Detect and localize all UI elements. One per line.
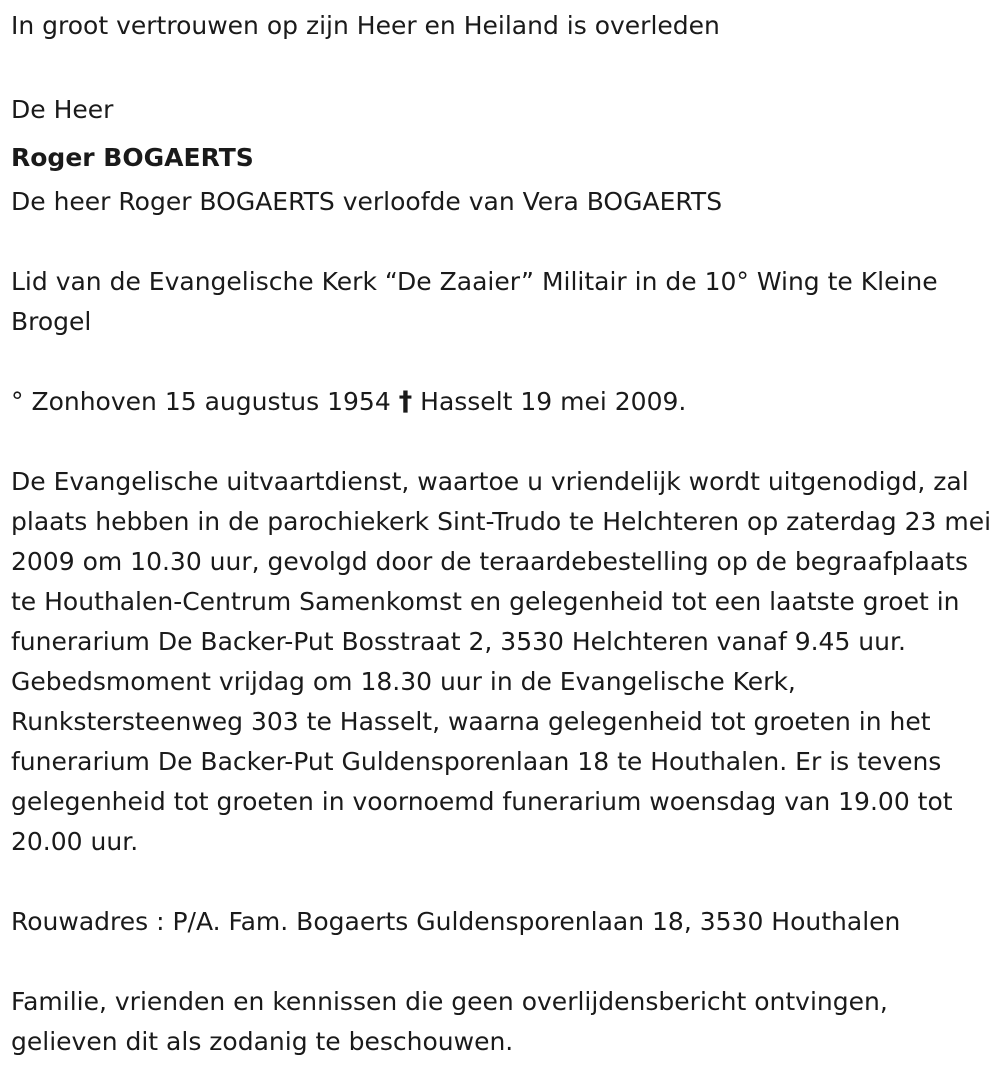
deceased-name: Roger BOGAERTS xyxy=(11,143,254,172)
spacer xyxy=(11,46,990,86)
relation-text: De heer Roger BOGAERTS verloofde van Vera BOGAERTS xyxy=(11,187,723,216)
spacer xyxy=(11,342,990,382)
dates-line xyxy=(11,382,990,422)
closing-text: Familie, vrienden en kennissen die geen overlijdensbericht ontvingen, gelieven dit als zodanig te beschouwen. xyxy=(11,987,888,1056)
birth-text: ° Zonhoven 15 augustus 1954 xyxy=(11,387,391,416)
spacer xyxy=(11,862,990,902)
death-text: Hasselt 19 mei 2009. xyxy=(420,387,687,416)
service-text: De Evangelische uitvaartdienst, waartoe u vriendelijk wordt uitgenodigd, zal plaats hebben in de parochiekerk Sint-Trudo te Helchteren op zaterdag 23 mei 2009 om 10.30 uur, gevolgd door de teraardebestelling op de begraafplaats te Houthalen-Centrum Samenkomst en gelegenheid tot een laatste groet in funerarium De Backer-Put Bosstraat 2, 3530 Helchteren vanaf 9.45 uur. Gebedsmoment vrijdag om 18.30 uur in de Evangelische Kerk, Runkstersteenweg 303 te Hasselt, waarna gelegenheid tot groeten in het funerarium De Backer-Put Guldensporenlaan 18 te Houthalen. Er is tevens gelegenheid tot groeten in voornoemd funerarium woensdag van 19.00 tot 20.00 uur. xyxy=(11,467,992,856)
spacer xyxy=(11,222,990,262)
spacer xyxy=(11,422,990,462)
cross-icon: † xyxy=(398,386,413,417)
membership-text: Lid van de Evangelische Kerk “De Zaaier” Militair in de 10° Wing te Kleine Brogel xyxy=(11,267,938,336)
spacer xyxy=(11,942,990,982)
salutation-text: De Heer xyxy=(11,95,114,124)
address-text: Rouwadres : P/A. Fam. Bogaerts Guldensporenlaan 18, 3530 Houthalen xyxy=(11,907,901,936)
intro-text: In groot vertrouwen op zijn Heer en Heiland is overleden xyxy=(11,11,720,40)
